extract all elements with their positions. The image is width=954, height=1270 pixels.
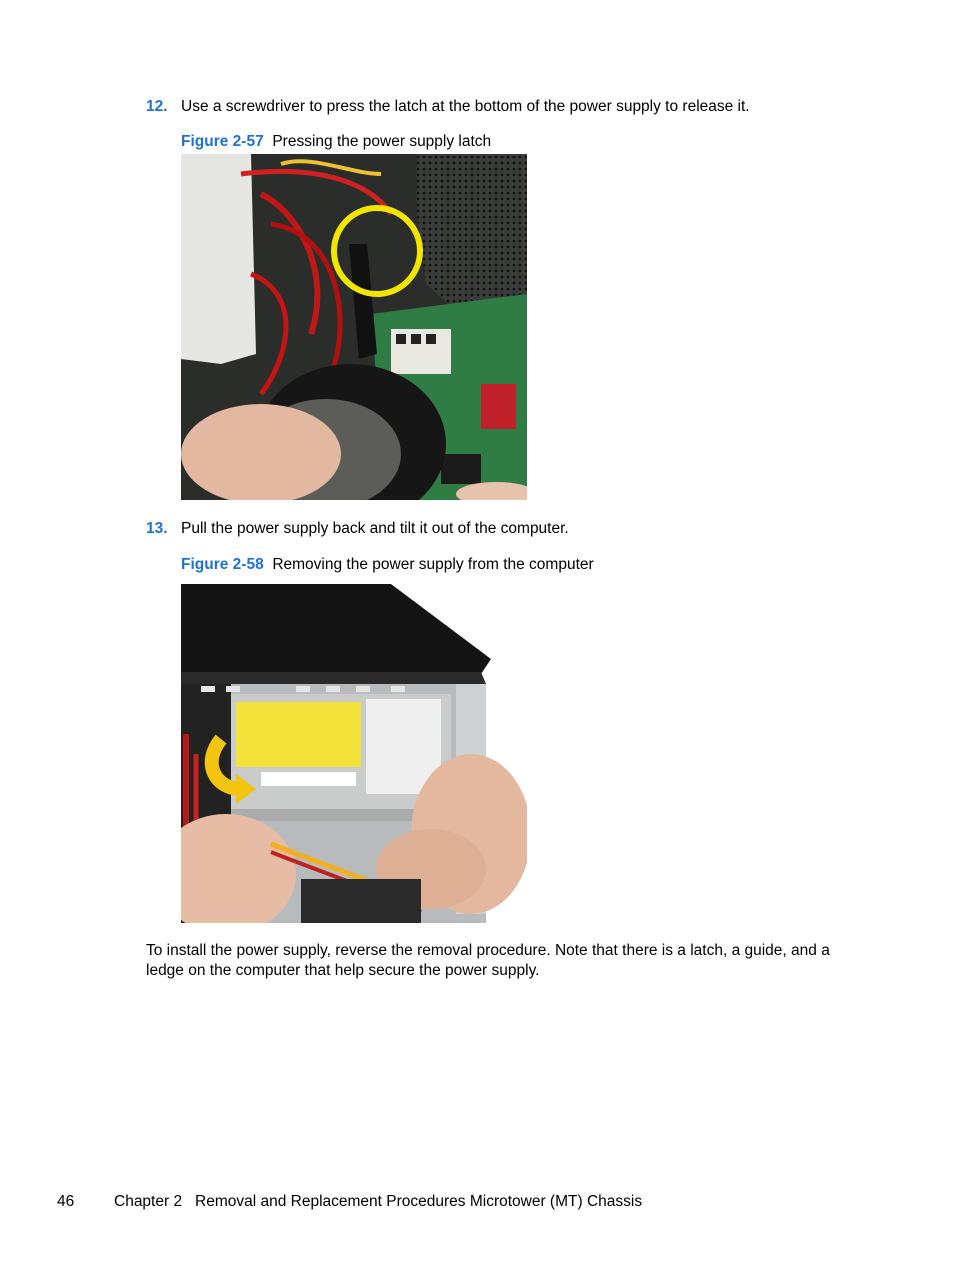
figure-2-58-caption: [181, 555, 594, 575]
footer-chapter: [114, 1192, 642, 1212]
figure-caption-text: Pressing the power supply latch: [272, 133, 492, 150]
step-12: [146, 97, 168, 117]
chapter-title: Removal and Replacement Procedures Microtower (MT) Chassis: [195, 1193, 643, 1210]
step-number: 12.: [146, 98, 168, 115]
figure-label: Figure 2-57: [181, 133, 264, 150]
closing-paragraph-line-1: To install the power supply, reverse the removal procedure. Note that there is a latch, a guide, and a: [146, 942, 830, 959]
figure-2-58-photo: [181, 584, 527, 923]
figure-2-57-photo: [181, 154, 527, 500]
figure-caption-text: Removing the power supply from the computer: [272, 556, 594, 573]
closing-paragraph: [146, 941, 926, 981]
page-number: 46: [57, 1193, 75, 1210]
power-supply-latch-illustration: [181, 154, 527, 500]
step-12-text: Use a screwdriver to press the latch at the bottom of the power supply to release it.: [181, 98, 750, 115]
chapter-number: Chapter 2: [114, 1193, 183, 1210]
step-number: 13.: [146, 520, 168, 537]
step-13-text: Pull the power supply back and tilt it out of the computer.: [181, 520, 569, 537]
closing-paragraph-line-2: ledge on the computer that help secure the power supply.: [146, 962, 540, 979]
figure-2-57-caption: [181, 132, 491, 152]
power-supply-removal-illustration: [181, 584, 527, 923]
figure-label: Figure 2-58: [181, 556, 264, 573]
step-13: [146, 519, 168, 539]
